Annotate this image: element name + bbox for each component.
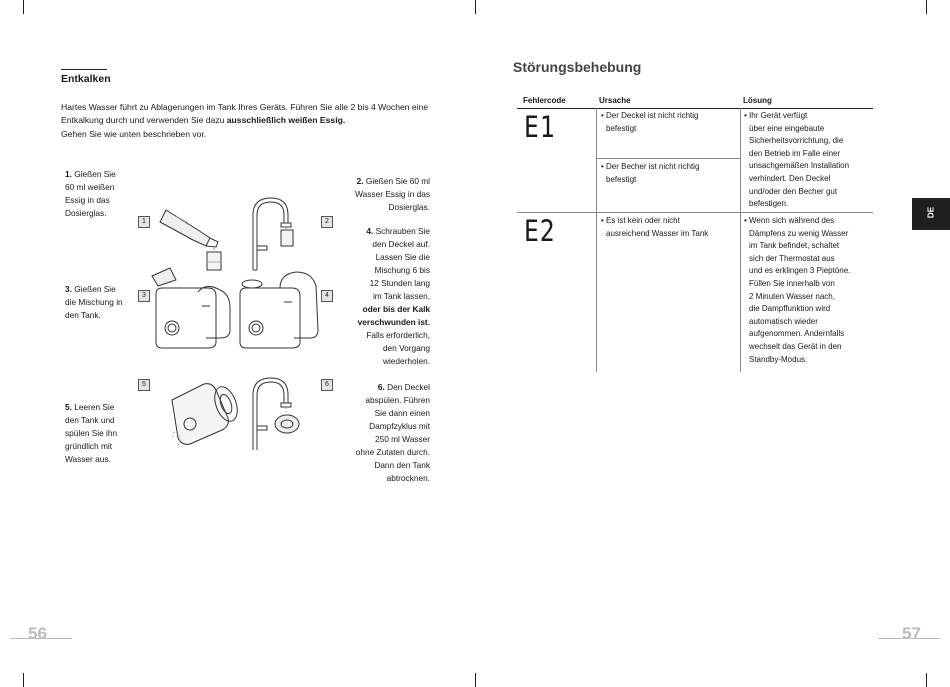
page-number-left: 56 (28, 624, 47, 643)
intro-emphasis: ausschließlich weißen Essig. (226, 115, 346, 126)
heading-rule (61, 69, 107, 70)
cause-cell: • Der Becher ist nicht richtig befestigt (601, 162, 700, 184)
step-1-text: 1. Gießen Sie 60 ml weißen Essig in das Dosierglas. (65, 169, 116, 218)
step-3-text: 3. Gießen Sie die Mischung in den Tank. (65, 284, 123, 320)
intro-line: Entkalkung durch und verwenden Sie dazu ausschließlich weißen Essig. (61, 115, 346, 126)
error-code-e1: E1 (524, 110, 556, 144)
table-header-rule (517, 108, 873, 109)
pour-into-tank-illustration (152, 268, 230, 348)
step-badge: 1 (138, 216, 150, 228)
cause-cell: • Es ist kein oder nicht ausreichend Wasser im Tank (601, 216, 709, 238)
table-divider (517, 212, 873, 213)
crop-mark (23, 0, 24, 14)
column-header-cause: Ursache (599, 96, 631, 105)
faucet-illustration (253, 198, 293, 270)
vinegar-bottle-illustration (160, 210, 221, 270)
language-tab (912, 198, 950, 230)
intro-line: Hartes Wasser führt zu Ablagerungen im Tank Ihres Geräts. Führen Sie alle 2 bis 4 Wochen eine (61, 102, 429, 112)
step-badge: 5 (138, 379, 150, 391)
crop-mark (926, 0, 927, 14)
solution-cell: • Wenn sich während des Dämpfens zu wenig Wasser im Tank befindet, schaltet sich der Thermostat aus und es erklingen 3 Pieptöne. Füllen Sie innerhalb von 2 Minuten Wasser nach, die Dampffunktion wird automatisch wieder aufgenommen. Andernfalls wechselt das Gerät in den Standby-Modus. (744, 216, 851, 364)
step-2-text: 2. Gießen Sie 60 ml Wasser Essig in das Dosierglas. (355, 176, 430, 212)
column-header-solution: Lösung (743, 96, 772, 105)
step-badge: 2 (321, 216, 333, 228)
step-6-text: 6. Den Deckel abspülen. Führen Sie dann einen Dampfzyklus mit 250 ml Wasser ohne Zutaten durch. Dann den Tank abtrocknen. (355, 382, 430, 483)
table-divider (740, 108, 741, 372)
page-number-right: 57 (902, 624, 921, 643)
step-5-text: 5. Leeren Sie den Tank und spülen Sie ihn gründlich mit Wasser aus. (65, 402, 118, 464)
rinse-lid-illustration (253, 378, 299, 450)
error-code-e2: E2 (524, 214, 556, 248)
intro-line: Gehen Sie wie unten beschrieben vor. (61, 128, 207, 139)
intro-paragraph (61, 101, 451, 141)
decalcify-illustrations (148, 190, 333, 480)
table-divider (596, 158, 740, 159)
rinse-tank-illustration (172, 384, 242, 446)
solution-cell: • Ihr Gerät verfügt über eine eingebaute Sicherheitsvorrichtung, die den Betrieb im Falle einer unsachgemäßen Installation verhindert. Den Deckel und/oder den Becher gut befestigen. (744, 111, 850, 209)
cause-cell: • Der Deckel ist nicht richtig befestigt (601, 111, 699, 133)
table-divider (596, 108, 597, 372)
crop-mark (475, 0, 476, 14)
section-heading: Entkalken (61, 73, 111, 85)
step-4-text: 4. Schrauben Sie den Deckel auf. Lassen Sie die Mischung 6 bis 12 Stunden lang im Tank lassen, oder bis der Kalk verschwunden ist. Falls erforderlich, den Vorgang wiederholen. (357, 226, 430, 366)
language-tab-label: DE (926, 206, 936, 219)
step-badge: 6 (321, 379, 333, 391)
crop-mark (475, 673, 476, 687)
step-badge: 3 (138, 290, 150, 302)
troubleshooting-heading: Störungsbehebung (513, 59, 642, 75)
crop-mark (926, 673, 927, 687)
closed-device-illustration (240, 272, 318, 348)
step-badge: 4 (321, 290, 333, 302)
crop-mark (23, 673, 24, 687)
column-header-error-code: Fehlercode (523, 96, 566, 105)
